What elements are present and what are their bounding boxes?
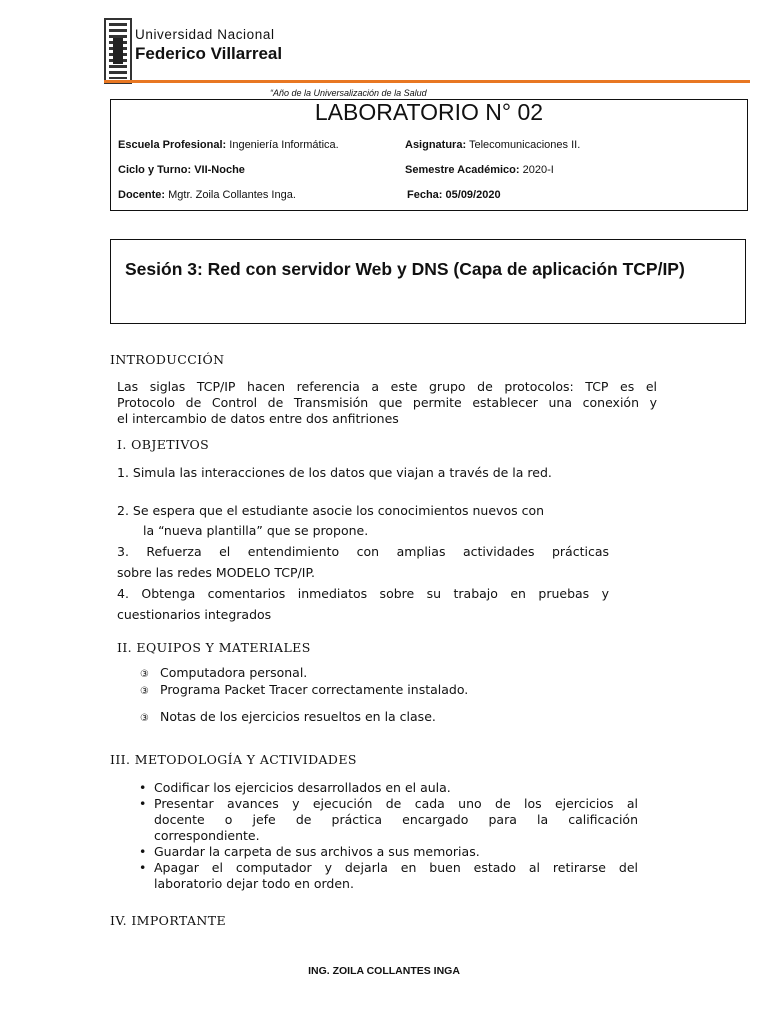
lab-title: LABORATORIO N° 02 xyxy=(314,99,544,125)
equipo-item xyxy=(140,682,468,700)
docente-field xyxy=(118,189,296,201)
ciclo-value: VII-Noche xyxy=(191,164,245,176)
session-box xyxy=(110,239,746,324)
objetivo-item-3-line1: 3. Refuerza el entendimiento con amplias actividades prácticas xyxy=(117,544,609,559)
equipo-item xyxy=(140,709,436,727)
ciclo-label: Ciclo y Turno: xyxy=(118,164,192,176)
session-title: Sesión 3: Red con servidor Web y DNS (Capa de aplicación TCP/IP) xyxy=(125,259,685,279)
objetivo-item-1: 1. Simula las interacciones de los datos que viajan a través de la red. xyxy=(117,465,552,480)
university-name-line2: Federico Villarreal xyxy=(135,44,283,63)
metodologia-heading: III. METODOLOGÍA Y ACTIVIDADES xyxy=(110,752,357,767)
objetivo-item-2-line2: la “nueva plantilla” que se propone. xyxy=(143,523,369,538)
semestre-value: 2020-I xyxy=(519,164,554,176)
ciclo-field xyxy=(118,164,245,176)
escuela-field xyxy=(118,139,339,151)
metodologia-item-2: • Presentar avances y ejecución de cada uno de los ejercicios al docente o jefe de práctica encargado para la calificación correspondiente. xyxy=(136,796,638,844)
intro-line-1: Las siglas TCP/IP hacen referencia a este grupo de protocolos: TCP es el xyxy=(117,379,657,394)
fecha-field xyxy=(407,189,501,201)
circled-bullet-icon: ③ xyxy=(140,669,149,680)
fecha-label: Fecha: xyxy=(407,189,443,201)
semestre-label: Semestre Académico: xyxy=(405,164,520,176)
objetivo-item-4-line2: cuestionarios integrados xyxy=(117,607,272,622)
university-name-line1: Universidad Nacional xyxy=(135,27,275,42)
semestre-field xyxy=(405,164,554,176)
docente-value: Mgtr. Zoila Collantes Inga. xyxy=(165,189,296,201)
escuela-value: Ingeniería Informática. xyxy=(226,139,339,151)
equipo-item xyxy=(140,665,307,683)
asignatura-field xyxy=(405,139,580,151)
intro-line-3: el intercambio de datos entre dos anfitriones xyxy=(117,411,399,426)
docente-label: Docente: xyxy=(118,189,166,201)
university-logo xyxy=(104,18,132,84)
equipo-item-text: Notas de los ejercicios resueltos en la clase. xyxy=(160,709,436,724)
equipo-item-text: Programa Packet Tracer correctamente instalado. xyxy=(160,682,469,697)
asignatura-value: Telecomunicaciones II. xyxy=(466,139,581,151)
importante-heading: IV. IMPORTANTE xyxy=(110,913,226,928)
metodologia-item-4: • Apagar el computador y dejarla en buen estado al retirarse del laboratorio dejar todo en orden. xyxy=(136,860,638,892)
metodologia-item-3: • Guardar la carpeta de sus archivos a sus memorias. xyxy=(136,844,638,860)
asignatura-label: Asignatura: xyxy=(405,139,467,151)
objetivo-item-3-line2: sobre las redes MODELO TCP/IP. xyxy=(117,565,316,580)
objetivos-heading: I. OBJETIVOS xyxy=(117,437,210,452)
equipo-item-text: Computadora personal. xyxy=(160,665,308,680)
metodologia-list xyxy=(136,780,638,892)
objetivo-item-4-line1: 4. Obtenga comentarios inmediatos sobre su trabajo en pruebas y xyxy=(117,586,609,601)
equipos-heading: II. EQUIPOS Y MATERIALES xyxy=(117,640,311,655)
intro-line-2: Protocolo de Control de Transmisión que permite establecer una conexión y xyxy=(117,395,657,410)
circled-bullet-icon: ③ xyxy=(140,686,149,697)
page-footer: ING. ZOILA COLLANTES INGA xyxy=(308,965,460,977)
intro-heading: INTRODUCCIÓN xyxy=(110,352,225,367)
objetivo-item-2-line1: 2. Se espera que el estudiante asocie los conocimientos nuevos con xyxy=(117,503,545,518)
circled-bullet-icon: ③ xyxy=(140,713,149,724)
year-motto: “Año de la Universalización de la Salud xyxy=(270,88,427,98)
header-divider xyxy=(104,80,750,83)
logo-emblem xyxy=(113,38,123,64)
fecha-value: 05/09/2020 xyxy=(442,189,501,201)
escuela-label: Escuela Profesional: xyxy=(118,139,227,151)
metodologia-item-1: • Codificar los ejercicios desarrollados en el aula. xyxy=(136,780,638,796)
